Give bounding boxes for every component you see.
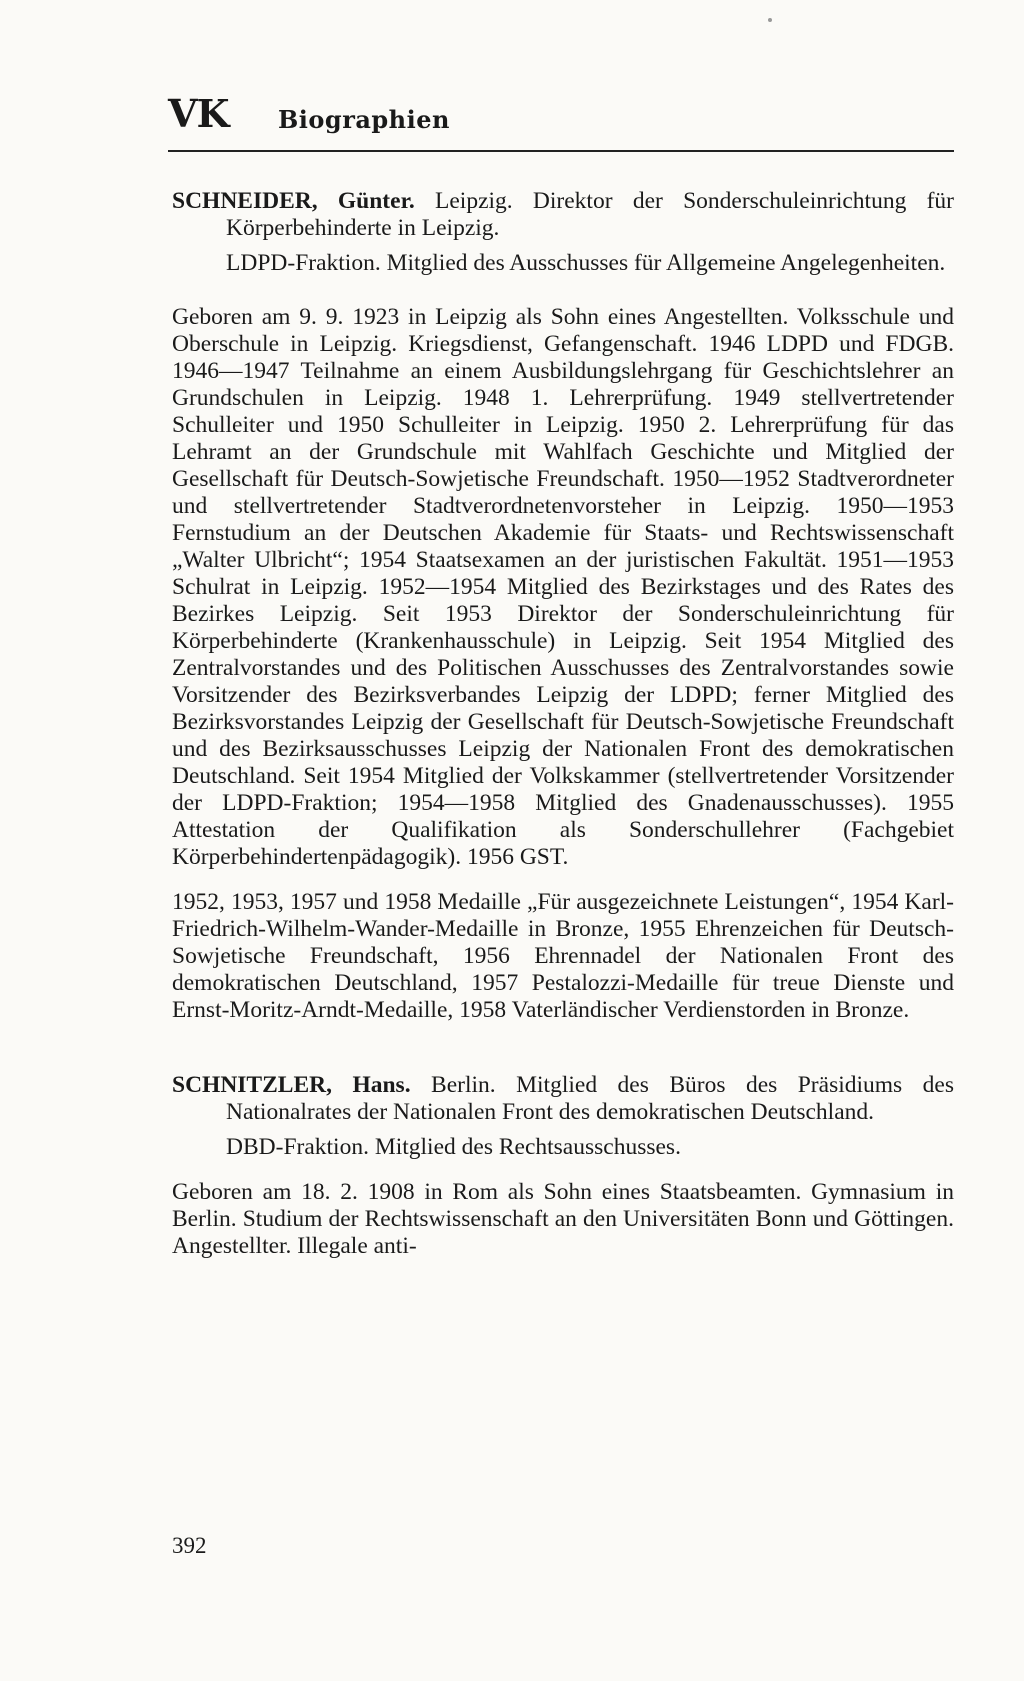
entry-biography-paragraph: Geboren am 9. 9. 1923 in Leipzig als Sohn eines Angestellten. Volksschule und Oberschule in Leipzig. Kriegsdienst, Gefangenschaft. 1946 LDPD und FDGB. 1946—1947 Teilnahme an einem Ausbildungslehrgang für Geschichtslehrer an Grundschulen in Leipzig. 1948 1. Lehrerprüfung. 1949 stellvertretender Schulleiter und 1950 Schulleiter in Leipzig. 1950 2. Lehrerprüfung für das Lehramt an der Grundschule mit Wahlfach Geschichte und Mitglied der Gesellschaft für Deutsch-Sowjetische Freundschaft. 1950—1952 Stadtverordneter und stellvertretender Stadtverordnetenvorsteher in Leipzig. 1950—1953 Fernstudium an der Deutschen Akademie für Staats- und Rechtswissenschaft „Walter Ulbricht“; 1954 Staatsexamen an der juristischen Fakultät. 1951—1953 Schulrat in Leipzig. 1952—1954 Mitglied des Bezirkstages und des Rates des Bezirkes Leipzig. Seit 1953 Direktor der Sonderschuleinrichtung für Körperbehinderte (Krankenhausschule) in Leipzig. Seit 1954 Mitglied des Zentralvorstandes und des Politischen Ausschusses des Zentralvorstandes sowie Vorsitzender des Bezirksverbandes Leipzig der LDPD; ferner Mitglied des Bezirksvorstandes Leipzig der Gesellschaft für Deutsch-Sowjetische Freundschaft und des Bezirksausschusses Leipzig der Nationalen Front des demokratischen Deutschland. Seit 1954 Mitglied der Volkskammer (stellvertretender Vorsitzender der LDPD-Fraktion; 1954—1958 Mitglied des Gnadenausschusses). 1955 Attestation der Qualifikation als Sonderschullehrer (Fachgebiet Körperbehindertenpädagogik). 1956 GST.	[172, 304, 954, 870]
entry-heading	[172, 188, 954, 242]
section-marker: VK	[168, 91, 229, 136]
entry-intro: Berlin. Mitglied des Büros des Präsidiums des Nationalrates der Nationalen Front des demokratischen Deutschland.	[226, 1072, 954, 1125]
running-header	[168, 92, 953, 140]
biography-entry-schnitzler	[172, 1072, 954, 1260]
page-number: 392	[172, 1533, 207, 1558]
entry-surname: SCHNITZLER,	[172, 1072, 332, 1098]
entry-given-name: Hans.	[331, 1072, 411, 1098]
entry-given-name: Günter.	[317, 188, 415, 214]
entry-biography-paragraph: Geboren am 18. 2. 1908 in Rom als Sohn eines Staatsbeamten. Gymnasium in Berlin. Studium der Rechtswissenschaft an den Universitäten Bonn und Göttingen. Angestellter. Illegale anti-	[172, 1179, 954, 1259]
entry-spacer	[172, 1042, 954, 1072]
entry-faction: DBD-Fraktion. Mitglied des Rechtsausschusses.	[226, 1134, 681, 1160]
biography-list	[172, 188, 954, 1278]
entry-faction: LDPD-Fraktion. Mitglied des Ausschusses für Allgemeine Angelegenheiten.	[226, 250, 946, 276]
section-title: Biographien	[278, 105, 450, 134]
biography-entry-schneider	[172, 188, 954, 1024]
entry-honors-paragraph: 1952, 1953, 1957 und 1958 Medaille „Für ausgezeichnete Leistungen“, 1954 Karl-Friedrich-Wilhelm-Wander-Medaille in Bronze, 1955 Ehrenzeichen für Deutsch-Sowjetische Freundschaft, 1956 Ehrennadel der Nationalen Front des demokratischen Deutschland, 1957 Pestalozzi-Medaille für treue Dienste und Ernst-Moritz-Arndt-Medaille, 1958 Vaterländischer Verdienstorden in Bronze.	[172, 889, 954, 1023]
header-rule	[168, 150, 954, 152]
entry-heading	[172, 1072, 954, 1126]
entry-surname: SCHNEIDER,	[172, 188, 318, 214]
entry-intro: Leipzig. Direktor der Sonderschuleinrichtung für Körperbehinderte in Leipzig.	[226, 188, 954, 241]
speck	[768, 18, 772, 22]
